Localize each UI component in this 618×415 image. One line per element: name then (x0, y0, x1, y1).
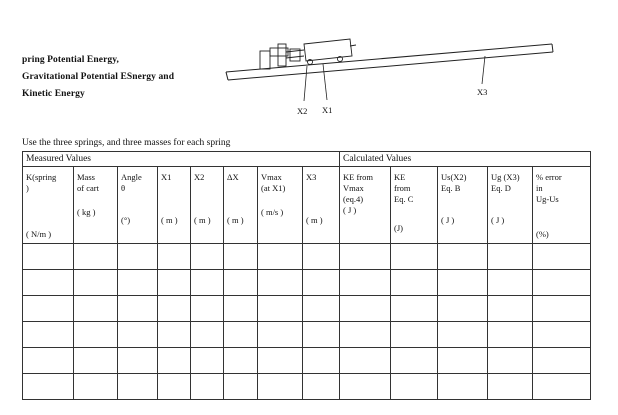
table-cell[interactable] (74, 374, 118, 400)
title-line-2: Gravitational Potential ESnergy and (22, 72, 175, 82)
table-cell[interactable] (23, 270, 74, 296)
table-cell[interactable] (533, 374, 591, 400)
table-cell[interactable] (488, 374, 533, 400)
col-us-x2: Us(X2) Eq. B ( J ) (438, 167, 488, 244)
table-cell[interactable] (340, 348, 391, 374)
table-cell[interactable] (74, 270, 118, 296)
table-cell[interactable] (258, 270, 303, 296)
table-cell[interactable] (74, 296, 118, 322)
table-cell[interactable] (340, 296, 391, 322)
table-cell[interactable] (158, 244, 191, 270)
table-cell[interactable] (391, 296, 438, 322)
table-cell[interactable] (191, 374, 224, 400)
col-mass-of-cart: Mass of cart ( kg ) (74, 167, 118, 244)
table-cell[interactable] (438, 244, 488, 270)
table-cell[interactable] (23, 322, 74, 348)
table-cell[interactable] (191, 322, 224, 348)
data-table (22, 151, 591, 400)
table-cell[interactable] (118, 296, 158, 322)
table-cell[interactable] (488, 244, 533, 270)
table-cell[interactable] (303, 322, 340, 348)
table-cell[interactable] (391, 270, 438, 296)
table-cell[interactable] (191, 348, 224, 374)
table-cell[interactable] (118, 322, 158, 348)
col-percent-error: % error in Ug-Us (%) (533, 167, 591, 244)
table-cell[interactable] (438, 270, 488, 296)
table-row (23, 244, 591, 270)
col-ke-from-eq-c: KE from Eq. C (J) (391, 167, 438, 244)
table-cell[interactable] (158, 374, 191, 400)
table-cell[interactable] (303, 270, 340, 296)
table-cell[interactable] (438, 374, 488, 400)
table-row (23, 296, 591, 322)
page-title (22, 52, 242, 103)
table-cell[interactable] (158, 270, 191, 296)
col-ke-from-vmax: KE from Vmax (eq.4) ( J ) (340, 167, 391, 244)
table-cell[interactable] (258, 322, 303, 348)
table-cell[interactable] (438, 296, 488, 322)
col-x2: X2 ( m ) (191, 167, 224, 244)
table-cell[interactable] (118, 244, 158, 270)
col-delta-x: ΔX ( m ) (224, 167, 258, 244)
table-cell[interactable] (191, 270, 224, 296)
table-cell[interactable] (391, 374, 438, 400)
table-cell[interactable] (224, 322, 258, 348)
table-cell[interactable] (488, 270, 533, 296)
table-cell[interactable] (23, 244, 74, 270)
table-row (23, 374, 591, 400)
table-cell[interactable] (533, 270, 591, 296)
table-cell[interactable] (118, 374, 158, 400)
table-row (23, 270, 591, 296)
spring-launcher (260, 44, 304, 69)
table-cell[interactable] (488, 322, 533, 348)
table-cell[interactable] (303, 296, 340, 322)
table-cell[interactable] (340, 374, 391, 400)
title-line-1: pring Potential Energy, (22, 55, 120, 65)
measured-values-header: Measured Values (23, 152, 340, 167)
table-cell[interactable] (158, 296, 191, 322)
column-header-row (23, 167, 591, 244)
table-cell[interactable] (74, 348, 118, 374)
x2-pointer (304, 66, 307, 101)
table-cell[interactable] (258, 296, 303, 322)
table-cell[interactable] (258, 348, 303, 374)
table-cell[interactable] (224, 374, 258, 400)
cart (304, 39, 356, 65)
col-angle: Angle θ (°) (118, 167, 158, 244)
table-cell[interactable] (488, 348, 533, 374)
table-cell[interactable] (303, 374, 340, 400)
col-x1: X1 ( m ) (158, 167, 191, 244)
label-x3: X3 (477, 87, 488, 97)
table-cell[interactable] (488, 296, 533, 322)
table-cell[interactable] (23, 348, 74, 374)
table-cell[interactable] (74, 322, 118, 348)
table-cell[interactable] (533, 322, 591, 348)
table-cell[interactable] (340, 270, 391, 296)
table-cell[interactable] (224, 296, 258, 322)
table-row (23, 322, 591, 348)
table-cell[interactable] (191, 244, 224, 270)
col-x3: X3 ( m ) (303, 167, 340, 244)
calculated-values-header: Calculated Values (340, 152, 591, 167)
table-cell[interactable] (158, 322, 191, 348)
title-line-3: Kinetic Energy (22, 89, 85, 99)
x1-pointer (323, 64, 327, 100)
table-cell[interactable] (533, 296, 591, 322)
table-cell[interactable] (303, 348, 340, 374)
table-cell[interactable] (533, 348, 591, 374)
table-cell[interactable] (118, 348, 158, 374)
table-cell[interactable] (224, 270, 258, 296)
table-cell[interactable] (23, 374, 74, 400)
table-cell[interactable] (224, 348, 258, 374)
table-cell[interactable] (224, 244, 258, 270)
table-cell[interactable] (340, 322, 391, 348)
table-cell[interactable] (438, 322, 488, 348)
track-right-end (552, 44, 553, 52)
table-cell[interactable] (391, 348, 438, 374)
col-vmax: Vmax (at X1) ( m/s ) (258, 167, 303, 244)
table-cell[interactable] (391, 244, 438, 270)
col-k-spring: K(spring ) ( N/m ) (23, 167, 74, 244)
table-cell[interactable] (158, 348, 191, 374)
table-cell[interactable] (118, 270, 158, 296)
incline-track-diagram (220, 22, 560, 122)
table-cell[interactable] (191, 296, 224, 322)
table-cell[interactable] (258, 374, 303, 400)
table-cell[interactable] (74, 244, 118, 270)
label-x2: X2 (297, 106, 308, 116)
table-cell[interactable] (23, 296, 74, 322)
table-cell[interactable] (258, 244, 303, 270)
table-cell[interactable] (438, 348, 488, 374)
table-row (23, 348, 591, 374)
table-cell[interactable] (533, 244, 591, 270)
instructions-text: Use the three springs, and three masses for each spring (22, 138, 231, 148)
section-header-row (23, 152, 591, 167)
track-left-end (226, 72, 228, 80)
table-cell[interactable] (340, 244, 391, 270)
label-x1: X1 (322, 105, 333, 115)
table-cell[interactable] (391, 322, 438, 348)
col-ug-x3: Ug (X3) Eq. D ( J ) (488, 167, 533, 244)
table-cell[interactable] (303, 244, 340, 270)
x3-pointer (482, 56, 485, 84)
